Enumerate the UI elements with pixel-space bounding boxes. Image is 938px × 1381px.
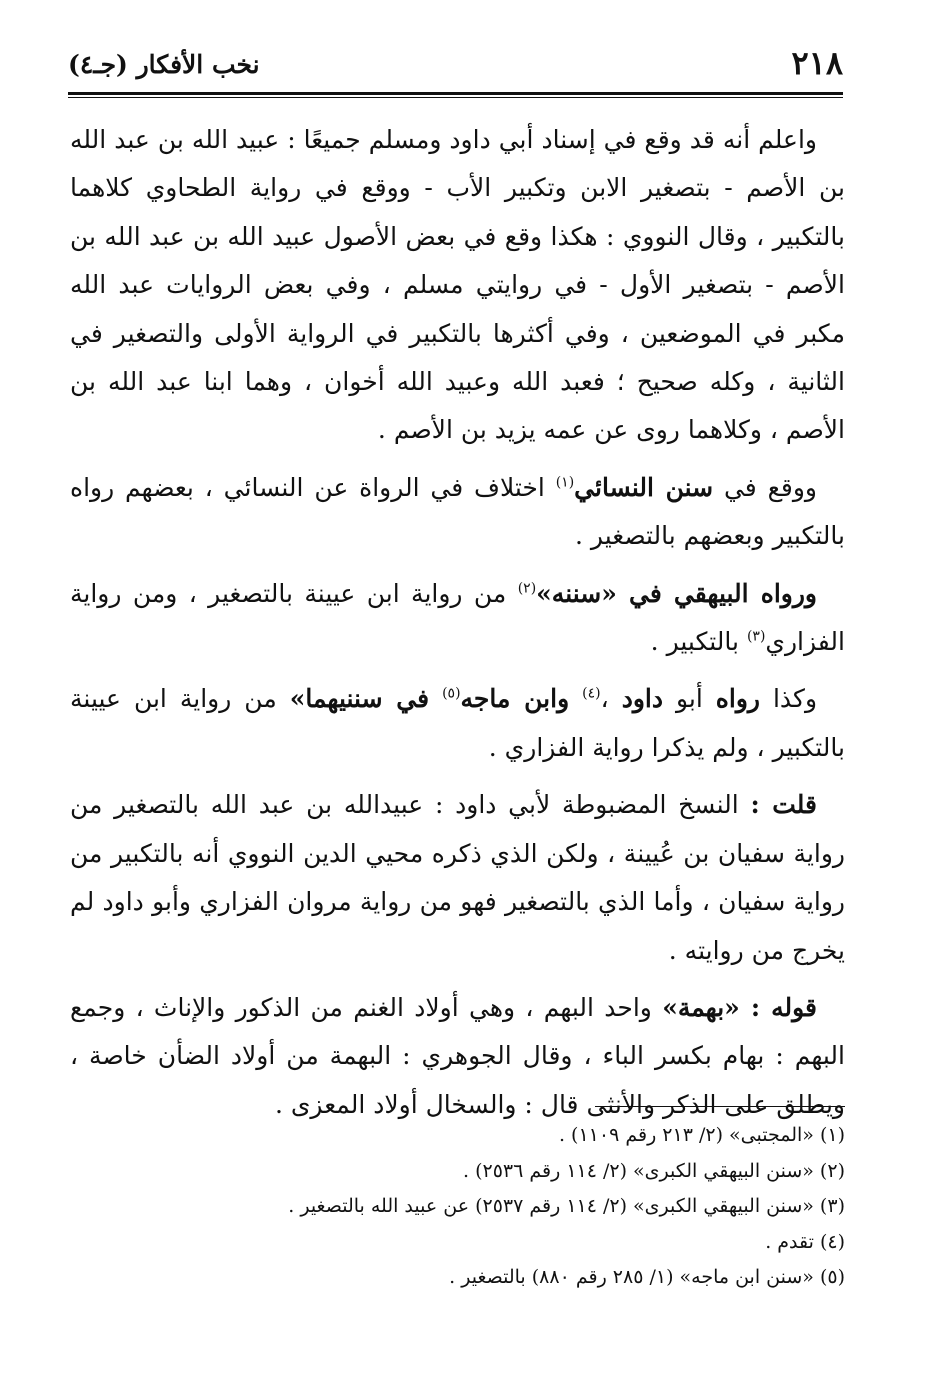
footnote: (٢) «سنن البيهقي الكبرى» (٢/ ١١٤ رقم ٢٥٣٦) . — [463, 1159, 845, 1182]
footnotes — [70, 1118, 845, 1296]
footnote: (١) «المجتبى» (٢/ ٢١٣ رقم ١١٠٩) . — [558, 1124, 845, 1146]
text-run — [569, 684, 582, 713]
paragraph — [70, 781, 845, 975]
text-run: من رواية ابن عيينة بالتكبير ، ولم يذكرا رواية الفزاري . — [70, 684, 845, 762]
text-run: في سننيهما» — [289, 684, 430, 714]
text-run: رواه — [715, 684, 760, 714]
page-number: ٢١٨ — [791, 44, 843, 82]
text-run: أبو — [662, 684, 716, 714]
paragraph — [70, 675, 845, 772]
text-run: بالتكبير . — [650, 627, 747, 657]
paragraph — [70, 464, 845, 561]
text-run: وكذا — [759, 684, 818, 714]
text-run — [429, 684, 442, 713]
text-run: اختلاف في الرواة عن النسائي ، بعضهم رواه بالتكبير وبعضهم بالتصغير . — [70, 472, 845, 551]
text-run: وابن ماجه — [460, 684, 570, 714]
footnote-ref: (٥) — [442, 686, 461, 703]
paragraph — [70, 116, 845, 455]
text-run: سنن النسائي — [574, 472, 714, 502]
text-run: من رواية ابن عيينة بالتصغير ، ومن رواية الفزاري — [70, 578, 845, 657]
text-run: داود — [621, 684, 663, 714]
footnote-ref: (٢) — [517, 580, 537, 597]
footnote-ref: (٤) — [582, 686, 601, 703]
paragraph — [70, 570, 845, 667]
running-title: نخب الأفكار (جـ٤) — [68, 50, 260, 79]
text-run: ورواه البيهقي في «سننه» — [536, 578, 818, 608]
footnote: (٥) «سنن ابن ماجه» (١/ ٢٨٥ رقم ٨٨٠) بالتصغير . — [449, 1266, 845, 1288]
text-run: قلت : — [750, 790, 817, 820]
footnote-ref: (١) — [555, 474, 575, 491]
text-run: واعلم أنه قد وقع في إسناد أبي داود ومسلم جميعًا : عبيد الله بن عبد الله بن الأصم - بتصغير الابن وتكبير الأب - ووقع في رواية الطحاوي كلاهما بالتكبير ، وقال النووي : هكذا وقع في بعض الأصول عبيد الله بن عبد الله بن الأصم - بتصغير الأول - في روايتي مسلم ، وفي بعض الروايات عبد الله مكبر في الموضعين ، وفي أكثرها بالتكبير في الرواية الأولى والتصغير في الثانية ، وكله صحيح ؛ فعبد الله وعبيد الله أخوان ، وهما ابنا عبد الله بن الأصم ، وكلاهما روى عن عمه يزيد بن الأصم . — [70, 125, 845, 445]
body-text — [70, 116, 845, 1138]
text-run: قوله : «بهمة» — [662, 992, 817, 1022]
text-run: ، — [600, 684, 622, 714]
footnote-separator — [595, 1106, 845, 1107]
footnote: (٤) تقدم . — [765, 1230, 845, 1253]
page-header — [68, 44, 843, 90]
footnote: (٣) «سنن البيهقي الكبرى» (٢/ ١١٤ رقم ٢٥٣٧) عن عبيد الله بالتصغير . — [288, 1195, 845, 1217]
paragraph — [70, 984, 845, 1129]
header-rule — [68, 92, 843, 98]
text-run: النسخ المضبوطة لأبي داود : عبيدالله بن عبد الله بالتصغير من رواية سفيان بن عُيينة ، ولكن الذي ذكره محيي الدين النووي أنه بالتكبير من رواية سفيان ، وأما الذي بالتصغير فهو من رواية مروان الفزاري وأبو داود لم يخرج من روايته . — [70, 790, 845, 965]
text-run: واحد البهم ، وهي أولاد الغنم من الذكور والإناث ، وجمع البهم : بهام بكسر الباء ، وقال الجوهري : البهمة من أولاد الضأن خاصة ، ويطلق على الذكر والأنثى قال : والسخال أولاد المعزى . — [70, 992, 845, 1119]
text-run: ووقع في — [713, 472, 817, 502]
footnote-ref: (٣) — [746, 628, 766, 645]
